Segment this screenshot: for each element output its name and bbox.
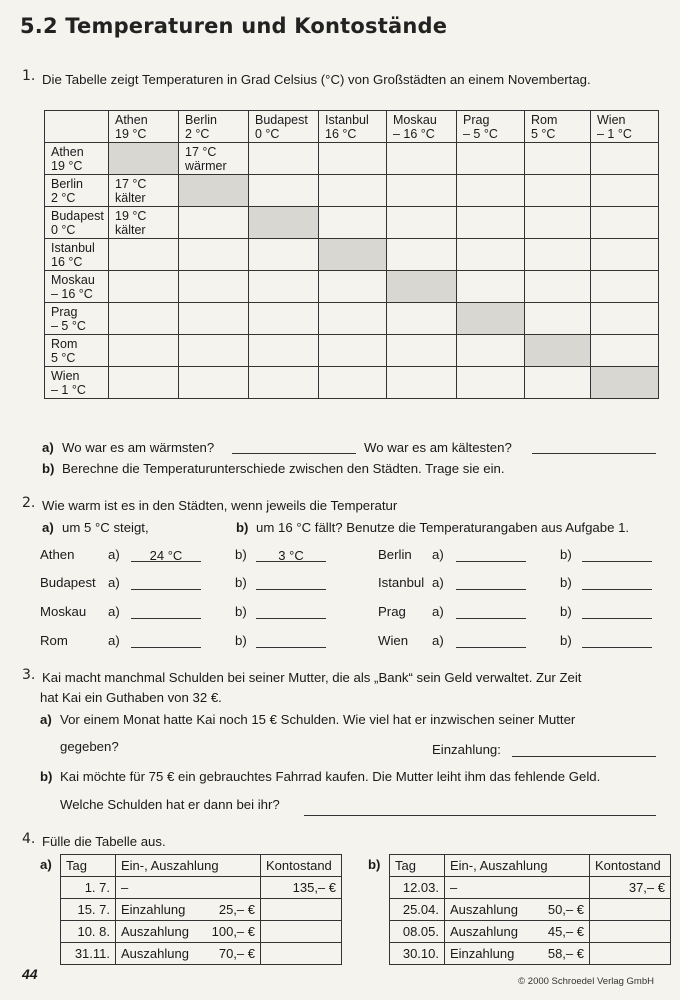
diff-cell-budapest-athen[interactable]: 19 °C kälter	[109, 207, 179, 239]
diff-cell-prag-rom[interactable]	[525, 303, 591, 335]
answer-blank-budapest-a[interactable]	[131, 576, 201, 590]
answer-blank-moskau-a[interactable]	[131, 605, 201, 619]
diff-cell-budapest-budapest	[249, 207, 319, 239]
diff-cell-istanbul-athen[interactable]	[109, 239, 179, 271]
transaction-cell	[116, 921, 261, 943]
answer-blank-athen-b[interactable]: 3 °C	[256, 548, 326, 562]
diff-cell-athen-istanbul[interactable]	[319, 143, 387, 175]
diff-cell-berlin-prag[interactable]	[457, 175, 525, 207]
transaction-type: Einzahlung	[121, 901, 186, 917]
transaction-amount: 50,– €	[547, 901, 584, 917]
table-row	[390, 877, 671, 899]
task3-line1: Kai macht manchmal Schulden bei seiner Mutter, die als „Bank“ sein Geld verwaltet. Zur Zeit	[42, 670, 582, 685]
transaction-amount: 25,– €	[218, 901, 255, 917]
answer-blank-athen-a[interactable]: 24 °C	[131, 548, 201, 562]
answer-blank-warmest[interactable]	[232, 440, 356, 454]
city-label-moskau: Moskau	[40, 604, 87, 619]
diff-cell-berlin-moskau[interactable]	[387, 175, 457, 207]
column-header-athen: Athen 19 °C	[109, 111, 179, 143]
diff-cell-istanbul-budapest[interactable]	[249, 239, 319, 271]
b-label: b)	[560, 633, 572, 648]
transaction-amount: 100,– €	[211, 923, 255, 939]
answer-blank-wien-b[interactable]	[582, 634, 652, 648]
diff-cell-budapest-moskau[interactable]	[387, 207, 457, 239]
task4-text: Fülle die Tabelle aus.	[42, 834, 166, 849]
table-corner-cell	[45, 111, 109, 143]
account-table-a	[60, 854, 342, 965]
transaction-cell	[445, 921, 590, 943]
task4-number: 4.	[22, 831, 36, 847]
diff-cell-athen-prag[interactable]	[457, 143, 525, 175]
column-header-moskau: Moskau – 16 °C	[387, 111, 457, 143]
a-label: a)	[432, 547, 444, 562]
transaction-amount: 70,– €	[218, 945, 255, 961]
row-header-prag: Prag – 5 °C	[45, 303, 109, 335]
diff-cell-rom-athen[interactable]	[109, 335, 179, 367]
transaction-cell	[445, 877, 590, 899]
column-header-rom: Rom 5 °C	[525, 111, 591, 143]
transaction-amount: 45,– €	[547, 923, 584, 939]
header-ein-auszahlung: Ein-, Auszahlung	[116, 855, 261, 877]
diff-cell-moskau-berlin[interactable]	[179, 271, 249, 303]
diff-cell-athen-moskau[interactable]	[387, 143, 457, 175]
task2-a-text: um 5 °C steigt,	[62, 520, 149, 535]
transaction-cell	[445, 899, 590, 921]
diff-cell-istanbul-istanbul	[319, 239, 387, 271]
b-label: b)	[235, 633, 247, 648]
tag-cell: 08.05.	[390, 921, 445, 943]
city-label-rom: Rom	[40, 633, 68, 648]
transaction-type: Auszahlung	[450, 901, 518, 917]
diff-cell-rom-moskau[interactable]	[387, 335, 457, 367]
kontostand-cell[interactable]	[261, 943, 342, 965]
diff-cell-rom-wien[interactable]	[591, 335, 659, 367]
row-header-istanbul: Istanbul 16 °C	[45, 239, 109, 271]
kontostand-cell[interactable]	[590, 943, 671, 965]
a-label: a)	[432, 575, 444, 590]
transaction-type: –	[450, 879, 458, 895]
answer-blank-prag-a[interactable]	[456, 605, 526, 619]
transaction-type: Auszahlung	[450, 923, 518, 939]
diff-cell-moskau-istanbul[interactable]	[319, 271, 387, 303]
diff-cell-wien-moskau[interactable]	[387, 367, 457, 399]
diff-cell-rom-berlin[interactable]	[179, 335, 249, 367]
city-label-wien: Wien	[378, 633, 409, 648]
kontostand-cell[interactable]	[261, 899, 342, 921]
task4-a-label: a)	[40, 857, 52, 872]
column-header-berlin: Berlin 2 °C	[179, 111, 249, 143]
column-header-prag: Prag – 5 °C	[457, 111, 525, 143]
diff-cell-moskau-moskau	[387, 271, 457, 303]
diff-cell-rom-prag[interactable]	[457, 335, 525, 367]
city-label-berlin: Berlin	[378, 547, 412, 562]
task1-number: 1.	[22, 68, 36, 84]
answer-blank-wien-a[interactable]	[456, 634, 526, 648]
diff-cell-istanbul-rom[interactable]	[525, 239, 591, 271]
diff-cell-prag-wien[interactable]	[591, 303, 659, 335]
task2-text: Wie warm ist es in den Städten, wenn jeweils die Temperatur	[42, 498, 398, 513]
task3-a-line2: gegeben?	[60, 739, 119, 754]
answer-blank-berlin-b[interactable]	[582, 548, 652, 562]
task3-number: 3.	[22, 667, 36, 683]
diff-cell-istanbul-berlin[interactable]	[179, 239, 249, 271]
task3-line2: hat Kai ein Guthaben von 32 €.	[40, 690, 222, 705]
task1-a-question-coldest: Wo war es am kältesten?	[364, 440, 512, 455]
table-row	[61, 899, 342, 921]
table-row	[61, 877, 342, 899]
diff-cell-berlin-rom[interactable]	[525, 175, 591, 207]
b-label: b)	[560, 547, 572, 562]
transaction-type: Auszahlung	[121, 923, 189, 939]
tag-cell: 12.03.	[390, 877, 445, 899]
task3-a-label: a)	[40, 712, 52, 727]
tag-cell: 1. 7.	[61, 877, 116, 899]
diff-cell-wien-berlin[interactable]	[179, 367, 249, 399]
diff-cell-athen-budapest[interactable]	[249, 143, 319, 175]
task1-a-label: a)	[42, 440, 54, 455]
answer-blank-berlin-a[interactable]	[456, 548, 526, 562]
diff-cell-athen-wien[interactable]	[591, 143, 659, 175]
tag-cell: 31.11.	[61, 943, 116, 965]
b-label: b)	[235, 547, 247, 562]
answer-blank-prag-b[interactable]	[582, 605, 652, 619]
city-label-istanbul: Istanbul	[378, 575, 425, 590]
task3-a-line1: Vor einem Monat hatte Kai noch 15 € Schulden. Wie viel hat er inzwischen seiner Mutter	[60, 712, 576, 727]
diff-cell-istanbul-prag[interactable]	[457, 239, 525, 271]
a-label: a)	[108, 575, 120, 590]
diff-cell-budapest-rom[interactable]	[525, 207, 591, 239]
diff-cell-prag-istanbul[interactable]	[319, 303, 387, 335]
answer-blank-budapest-b[interactable]	[256, 576, 326, 590]
city-label-budapest: Budapest	[40, 575, 96, 590]
einzahlung-label: Einzahlung:	[432, 742, 501, 757]
kontostand-cell[interactable]	[590, 899, 671, 921]
diff-cell-prag-budapest[interactable]	[249, 303, 319, 335]
table-row	[390, 899, 671, 921]
diff-cell-wien-budapest[interactable]	[249, 367, 319, 399]
b-label: b)	[560, 575, 572, 590]
answer-blank-rom-b[interactable]	[256, 634, 326, 648]
column-header-budapest: Budapest 0 °C	[249, 111, 319, 143]
city-label-athen: Athen	[40, 547, 75, 562]
diff-cell-budapest-prag[interactable]	[457, 207, 525, 239]
table-row	[61, 921, 342, 943]
diff-cell-prag-athen[interactable]	[109, 303, 179, 335]
diff-cell-berlin-budapest[interactable]	[249, 175, 319, 207]
diff-cell-berlin-wien[interactable]	[591, 175, 659, 207]
answer-blank-moskau-b[interactable]	[256, 605, 326, 619]
task3-b-line1: Kai möchte für 75 € ein gebrauchtes Fahrrad kaufen. Die Mutter leiht ihm das fehlende Geld.	[60, 769, 601, 784]
row-header-rom: Rom 5 °C	[45, 335, 109, 367]
diff-cell-berlin-istanbul[interactable]	[319, 175, 387, 207]
diff-cell-wien-wien	[591, 367, 659, 399]
copyright: © 2000 Schroedel Verlag GmbH	[518, 976, 654, 987]
table-row	[390, 921, 671, 943]
transaction-type: –	[121, 879, 129, 895]
task2-b-text: um 16 °C fällt? Benutze die Temperaturangaben aus Aufgabe 1.	[256, 520, 630, 535]
header-tag: Tag	[390, 855, 445, 877]
task3-b-label: b)	[40, 769, 53, 784]
task1-b-text: Berechne die Temperaturunterschiede zwischen den Städten. Trage sie ein.	[62, 461, 505, 476]
diff-cell-rom-rom	[525, 335, 591, 367]
task1-text: Die Tabelle zeigt Temperaturen in Grad Celsius (°C) von Großstädten an einem Novembertag.	[42, 72, 591, 87]
answer-blank-rom-a[interactable]	[131, 634, 201, 648]
answer-blank-schulden[interactable]	[304, 802, 656, 816]
row-header-athen: Athen 19 °C	[45, 143, 109, 175]
diff-cell-rom-istanbul[interactable]	[319, 335, 387, 367]
task2-a-label: a)	[42, 520, 54, 535]
transaction-type: Auszahlung	[121, 945, 189, 961]
diff-cell-berlin-berlin	[179, 175, 249, 207]
header-kontostand: Kontostand	[261, 855, 342, 877]
header-ein-auszahlung: Ein-, Auszahlung	[445, 855, 590, 877]
diff-cell-wien-istanbul[interactable]	[319, 367, 387, 399]
diff-cell-prag-berlin[interactable]	[179, 303, 249, 335]
transaction-type: Einzahlung	[450, 945, 515, 961]
task2-number: 2.	[22, 495, 36, 511]
answer-blank-istanbul-a[interactable]	[456, 576, 526, 590]
table-row	[390, 943, 671, 965]
diff-cell-athen-berlin[interactable]: 17 °C wärmer	[179, 143, 249, 175]
b-label: b)	[560, 604, 572, 619]
diff-cell-athen-rom[interactable]	[525, 143, 591, 175]
page-number: 44	[22, 966, 38, 982]
temperature-table	[44, 110, 659, 399]
task1-b-label: b)	[42, 461, 55, 476]
diff-cell-moskau-athen[interactable]	[109, 271, 179, 303]
row-header-berlin: Berlin 2 °C	[45, 175, 109, 207]
diff-cell-istanbul-wien[interactable]	[591, 239, 659, 271]
tag-cell: 25.04.	[390, 899, 445, 921]
diff-cell-moskau-budapest[interactable]	[249, 271, 319, 303]
transaction-cell	[116, 899, 261, 921]
diff-cell-budapest-berlin[interactable]	[179, 207, 249, 239]
diff-cell-wien-athen[interactable]	[109, 367, 179, 399]
transaction-cell	[116, 943, 261, 965]
answer-blank-coldest[interactable]	[532, 440, 656, 454]
answer-blank-istanbul-b[interactable]	[582, 576, 652, 590]
diff-cell-budapest-wien[interactable]	[591, 207, 659, 239]
diff-cell-istanbul-moskau[interactable]	[387, 239, 457, 271]
diff-cell-rom-budapest[interactable]	[249, 335, 319, 367]
tag-cell: 10. 8.	[61, 921, 116, 943]
diff-cell-moskau-prag[interactable]	[457, 271, 525, 303]
row-header-budapest: Budapest 0 °C	[45, 207, 109, 239]
b-label: b)	[235, 604, 247, 619]
diff-cell-prag-moskau[interactable]	[387, 303, 457, 335]
kontostand-cell: 135,– €	[261, 877, 342, 899]
transaction-cell	[116, 877, 261, 899]
b-label: b)	[235, 575, 247, 590]
tag-cell: 30.10.	[390, 943, 445, 965]
kontostand-cell[interactable]	[590, 921, 671, 943]
page-title: 5.2 Temperaturen und Kontostände	[20, 14, 448, 38]
city-label-prag: Prag	[378, 604, 406, 619]
a-label: a)	[108, 633, 120, 648]
column-header-wien: Wien – 1 °C	[591, 111, 659, 143]
diff-cell-budapest-istanbul[interactable]	[319, 207, 387, 239]
diff-cell-prag-prag	[457, 303, 525, 335]
diff-cell-wien-prag[interactable]	[457, 367, 525, 399]
diff-cell-wien-rom[interactable]	[525, 367, 591, 399]
a-label: a)	[432, 604, 444, 619]
task1-a-question-warmest: Wo war es am wärmsten?	[62, 440, 215, 455]
diff-cell-moskau-rom[interactable]	[525, 271, 591, 303]
transaction-cell	[445, 943, 590, 965]
task4-b-label: b)	[368, 857, 381, 872]
table-row	[61, 943, 342, 965]
transaction-amount: 58,– €	[547, 945, 584, 961]
kontostand-cell[interactable]	[261, 921, 342, 943]
diff-cell-berlin-athen[interactable]: 17 °C kälter	[109, 175, 179, 207]
column-header-istanbul: Istanbul 16 °C	[319, 111, 387, 143]
header-tag: Tag	[61, 855, 116, 877]
row-header-wien: Wien – 1 °C	[45, 367, 109, 399]
task2-b-label: b)	[236, 520, 249, 535]
a-label: a)	[108, 547, 120, 562]
kontostand-cell: 37,– €	[590, 877, 671, 899]
header-kontostand: Kontostand	[590, 855, 671, 877]
account-table-b	[389, 854, 671, 965]
answer-blank-einzahlung[interactable]	[512, 743, 656, 757]
diff-cell-athen-athen	[109, 143, 179, 175]
diff-cell-moskau-wien[interactable]	[591, 271, 659, 303]
a-label: a)	[432, 633, 444, 648]
tag-cell: 15. 7.	[61, 899, 116, 921]
row-header-moskau: Moskau – 16 °C	[45, 271, 109, 303]
task3-b-line2: Welche Schulden hat er dann bei ihr?	[60, 797, 280, 812]
a-label: a)	[108, 604, 120, 619]
